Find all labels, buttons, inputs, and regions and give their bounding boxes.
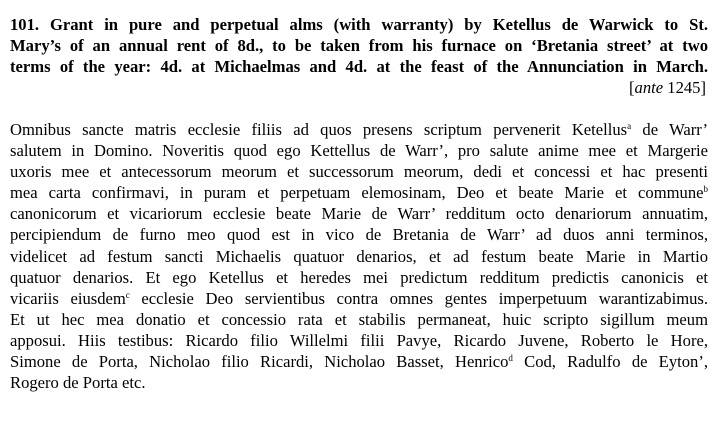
text-line-3: uxoris mee et antecessorum meorum et successorum meorum, dedi et concessi et hac presenti — [10, 162, 708, 182]
text-fragment: vicariis eiusdem — [10, 288, 126, 308]
heading-line-3: terms of the year: 4d. at Michaelmas and 4d. at the feast of the Annunciation in March. — [10, 57, 708, 76]
charter-date — [10, 77, 706, 98]
date-prefix: [ — [629, 78, 635, 97]
text-line-5: canonicorum et vicariorum ecclesie beate Marie de Warr’ redditum octo denariorum annuatim, — [10, 204, 708, 224]
footnote-marker: b — [703, 184, 708, 195]
text-fragment: de Warr’ — [631, 120, 708, 139]
text-fragment: Omnibus sancte matris ecclesie filiis ad quos presens scriptum pervenerit Ketellus — [10, 120, 628, 139]
text-line-7: videlicet ad festum sancti Michaelis quatuor denarios, et ad festum beate Marie in Martio — [10, 246, 708, 266]
date-qualifier: ante — [634, 78, 664, 97]
text-line-13: Rogero de Porta etc. — [10, 373, 146, 393]
text-line-4 — [10, 182, 708, 203]
footnote-marker: a — [627, 121, 632, 131]
charter-heading — [10, 14, 708, 77]
text-line-9 — [10, 288, 708, 309]
text-fragment: mea carta confirmavi, in puram et perpetuam elemosinam, Deo et beate Marie et commune — [10, 183, 704, 203]
heading-line-1: 101. Grant in pure and perpetual alms (with warranty) by Ketellus de Warwick to St. — [10, 15, 708, 34]
footnote-marker: d — [508, 353, 513, 364]
text-fragment: Simone de Porta, Nicholao filio Ricardi, Nicholao Basset, Henrico — [10, 352, 509, 372]
text-line-12 — [10, 351, 708, 372]
text-line-1 — [10, 119, 708, 140]
text-line-2: salutem in Domino. Noveritis quod ego Kettellus de Warr’, pro salute anime mee et Margerie — [10, 141, 708, 161]
text-line-8: quatuor denarios. Et ego Ketellus et heredes mei predictum redditum predictis canonicis et — [10, 267, 708, 287]
text-fragment: ecclesie Deo servientibus contra omnes gentes imperpetuum warantizabimus. — [129, 288, 708, 308]
heading-line-2: Mary’s of an annual rent of 8d., to be taken from his furnace on ‘Bretania street’ at two — [10, 36, 708, 55]
text-line-11: apposui. Hiis testibus: Ricardo filio Willelmi filii Pavye, Ricardo Juvene, Roberto le Hore, — [10, 330, 708, 350]
charter-text — [10, 119, 708, 393]
text-fragment: Cod, Radulfo de Eyton’, — [512, 352, 708, 372]
text-line-10: Et ut hec mea donatio et concessio rata et stabilis permaneat, huic scripto sigillum meum — [10, 309, 708, 329]
text-line-6: percipiendum de furno meo quod est in vico de Bretania de Warr’ ad duos anni terminos, — [10, 225, 708, 245]
date-year: 1245] — [663, 78, 706, 97]
footnote-marker: c — [125, 289, 130, 300]
